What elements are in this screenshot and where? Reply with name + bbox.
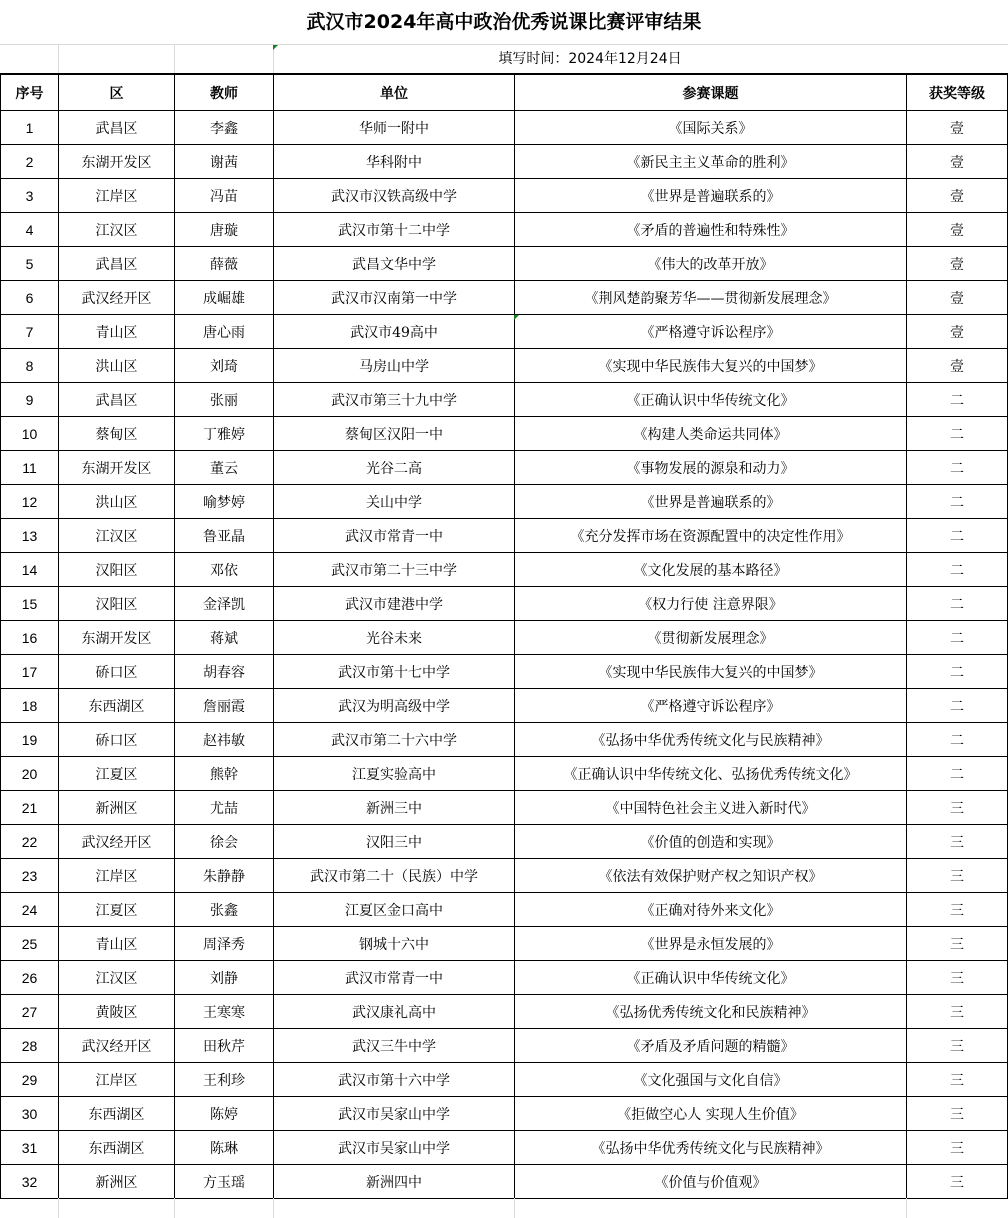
header-seq[interactable]: 序号	[1, 75, 59, 111]
cell-district[interactable]: 江汉区	[59, 961, 175, 995]
cell-district[interactable]: 武汉经开区	[59, 281, 175, 315]
header-teacher[interactable]: 教师	[175, 75, 274, 111]
cell-teacher[interactable]: 谢茜	[175, 145, 274, 179]
cell-seq[interactable]: 15	[1, 587, 59, 621]
cell-award[interactable]: 三	[907, 893, 1008, 927]
cell-topic[interactable]: 《实现中华民族伟大复兴的中国梦》	[515, 655, 907, 689]
cell-district[interactable]: 武汉经开区	[59, 825, 175, 859]
cell-seq[interactable]: 22	[1, 825, 59, 859]
cell-award[interactable]: 二	[907, 485, 1008, 519]
cell-award[interactable]: 二	[907, 757, 1008, 791]
cell-unit[interactable]: 武汉市汉铁高级中学	[274, 179, 515, 213]
cell-teacher[interactable]: 张丽	[175, 383, 274, 417]
cell-unit[interactable]: 武昌文华中学	[274, 247, 515, 281]
table-row	[1, 995, 1008, 1029]
cell-topic[interactable]: 《国际关系》	[515, 111, 907, 145]
empty-cell[interactable]	[58, 1198, 175, 1218]
cell-unit[interactable]: 关山中学	[274, 485, 515, 519]
cell-seq[interactable]: 3	[1, 179, 59, 213]
cell-seq[interactable]: 6	[1, 281, 59, 315]
cell-teacher[interactable]: 刘静	[175, 961, 274, 995]
cell-award[interactable]: 二	[907, 451, 1008, 485]
cell-teacher[interactable]: 董云	[175, 451, 274, 485]
cell-teacher[interactable]: 刘琦	[175, 349, 274, 383]
cell-seq[interactable]: 24	[1, 893, 59, 927]
cell-topic[interactable]: 《正确对待外来文化》	[515, 893, 907, 927]
cell-topic[interactable]: 《世界是普遍联系的》	[515, 179, 907, 213]
cell-topic[interactable]: 《荆风楚韵聚芳华——贯彻新发展理念》	[515, 281, 907, 315]
table-row	[1, 553, 1008, 587]
cell-teacher[interactable]: 王寒寒	[175, 995, 274, 1029]
cell-seq[interactable]: 18	[1, 689, 59, 723]
cell-topic[interactable]: 《世界是普遍联系的》	[515, 485, 907, 519]
cell-teacher[interactable]: 鲁亚晶	[175, 519, 274, 553]
cell-district[interactable]: 武昌区	[59, 247, 175, 281]
cell-award[interactable]: 壹	[907, 247, 1008, 281]
cell-topic[interactable]: 《正确认识中华传统文化、弘扬优秀传统文化》	[515, 757, 907, 791]
cell-topic[interactable]: 《价值与价值观》	[515, 1165, 907, 1199]
table-row	[1, 791, 1008, 825]
cell-district[interactable]: 东西湖区	[59, 689, 175, 723]
cell-award[interactable]: 二	[907, 553, 1008, 587]
cell-topic[interactable]: 《依法有效保护财产权之知识产权》	[515, 859, 907, 893]
cell-unit[interactable]: 钢城十六中	[274, 927, 515, 961]
cell-award[interactable]: 二	[907, 621, 1008, 655]
cell-topic[interactable]: 《世界是永恒发展的》	[515, 927, 907, 961]
cell-unit[interactable]: 光谷二高	[274, 451, 515, 485]
table-row	[1, 757, 1008, 791]
cell-topic[interactable]: 《弘扬中华优秀传统文化与民族精神》	[515, 1131, 907, 1165]
cell-unit[interactable]: 武汉市建港中学	[274, 587, 515, 621]
cell-award[interactable]: 壹	[907, 213, 1008, 247]
cell-teacher[interactable]: 蒋斌	[175, 621, 274, 655]
cell-award[interactable]: 二	[907, 383, 1008, 417]
cell-seq[interactable]: 11	[1, 451, 59, 485]
cell-topic[interactable]: 《新民主主义革命的胜利》	[515, 145, 907, 179]
cell-topic[interactable]: 《矛盾及矛盾问题的精髓》	[515, 1029, 907, 1063]
cell-topic[interactable]: 《文化发展的基本路径》	[515, 553, 907, 587]
cell-district[interactable]: 武昌区	[59, 111, 175, 145]
fill-time-row	[0, 45, 1008, 74]
cell-unit[interactable]: 新洲四中	[274, 1165, 515, 1199]
cell-teacher[interactable]: 陈琳	[175, 1131, 274, 1165]
cell-district[interactable]: 新洲区	[59, 791, 175, 825]
results-table	[0, 74, 1008, 1199]
page-title: 武汉市2024年高中政治优秀说课比赛评审结果	[0, 0, 1008, 45]
cell-seq[interactable]: 30	[1, 1097, 59, 1131]
cell-award[interactable]: 三	[907, 1131, 1008, 1165]
cell-unit[interactable]: 武汉市第十七中学	[274, 655, 515, 689]
cell-district[interactable]: 东湖开发区	[59, 145, 175, 179]
cell-topic[interactable]: 《正确认识中华传统文化》	[515, 961, 907, 995]
cell-topic[interactable]: 《文化强国与文化自信》	[515, 1063, 907, 1097]
cell-district[interactable]: 黄陂区	[59, 995, 175, 1029]
cell-award[interactable]: 三	[907, 1029, 1008, 1063]
cell-seq[interactable]: 23	[1, 859, 59, 893]
empty-cell[interactable]	[58, 45, 175, 73]
table-row	[1, 349, 1008, 383]
cell-teacher[interactable]: 唐璇	[175, 213, 274, 247]
cell-seq[interactable]: 7	[1, 315, 59, 349]
cell-unit[interactable]: 武汉市第二十（民族）中学	[274, 859, 515, 893]
cell-award[interactable]: 三	[907, 1097, 1008, 1131]
cell-district[interactable]: 东湖开发区	[59, 451, 175, 485]
table-row	[1, 587, 1008, 621]
empty-cell[interactable]	[0, 1198, 59, 1218]
cell-seq[interactable]: 20	[1, 757, 59, 791]
cell-topic[interactable]: 《中国特色社会主义进入新时代》	[515, 791, 907, 825]
table-row	[1, 1029, 1008, 1063]
cell-award[interactable]: 三	[907, 791, 1008, 825]
cell-unit[interactable]: 江夏实验高中	[274, 757, 515, 791]
cell-district[interactable]: 洪山区	[59, 349, 175, 383]
empty-cell[interactable]	[174, 45, 274, 73]
cell-teacher[interactable]: 喻梦婷	[175, 485, 274, 519]
cell-award[interactable]: 三	[907, 961, 1008, 995]
cell-district[interactable]: 汉阳区	[59, 587, 175, 621]
cell-teacher[interactable]: 田秋芹	[175, 1029, 274, 1063]
cell-unit[interactable]: 武汉市第十二中学	[274, 213, 515, 247]
cell-teacher[interactable]: 李鑫	[175, 111, 274, 145]
table-row	[1, 417, 1008, 451]
cell-district[interactable]: 武昌区	[59, 383, 175, 417]
cell-topic[interactable]: 《严格遵守诉讼程序》	[515, 689, 907, 723]
cell-topic[interactable]: 《事物发展的源泉和动力》	[515, 451, 907, 485]
empty-row	[0, 1198, 1008, 1218]
table-row	[1, 179, 1008, 213]
cell-unit[interactable]: 江夏区金口高中	[274, 893, 515, 927]
cell-district[interactable]: 青山区	[59, 927, 175, 961]
table-row	[1, 859, 1008, 893]
cell-unit[interactable]: 马房山中学	[274, 349, 515, 383]
table-row	[1, 383, 1008, 417]
cell-award[interactable]: 三	[907, 1165, 1008, 1199]
cell-teacher[interactable]: 金泽凯	[175, 587, 274, 621]
cell-award[interactable]: 三	[907, 1063, 1008, 1097]
cell-district[interactable]: 武汉经开区	[59, 1029, 175, 1063]
cell-district[interactable]: 江夏区	[59, 893, 175, 927]
table-row	[1, 1165, 1008, 1199]
cell-seq[interactable]: 9	[1, 383, 59, 417]
cell-teacher[interactable]: 朱静静	[175, 859, 274, 893]
cell-teacher[interactable]: 邓依	[175, 553, 274, 587]
cell-comment-marker	[514, 315, 519, 320]
cell-teacher[interactable]: 胡春容	[175, 655, 274, 689]
table-body	[1, 111, 1008, 1199]
cell-teacher[interactable]: 唐心雨	[175, 315, 274, 349]
cell-district[interactable]: 东西湖区	[59, 1097, 175, 1131]
cell-seq[interactable]: 21	[1, 791, 59, 825]
cell-teacher[interactable]: 周泽秀	[175, 927, 274, 961]
cell-district[interactable]: 江汉区	[59, 519, 175, 553]
header-unit[interactable]: 单位	[274, 75, 515, 111]
cell-teacher[interactable]: 徐会	[175, 825, 274, 859]
cell-teacher[interactable]: 薛薇	[175, 247, 274, 281]
cell-teacher[interactable]: 王利珍	[175, 1063, 274, 1097]
table-row	[1, 825, 1008, 859]
cell-seq[interactable]: 31	[1, 1131, 59, 1165]
cell-topic[interactable]: 《弘扬中华优秀传统文化与民族精神》	[515, 723, 907, 757]
header-district[interactable]: 区	[59, 75, 175, 111]
table-row	[1, 145, 1008, 179]
cell-unit[interactable]: 华科附中	[274, 145, 515, 179]
cell-unit[interactable]: 武汉市49高中	[274, 315, 515, 349]
cell-topic[interactable]: 《构建人类命运共同体》	[515, 417, 907, 451]
cell-topic[interactable]: 《伟大的改革开放》	[515, 247, 907, 281]
cell-seq[interactable]: 17	[1, 655, 59, 689]
cell-teacher[interactable]: 丁雅婷	[175, 417, 274, 451]
table-row	[1, 519, 1008, 553]
cell-teacher[interactable]: 陈婷	[175, 1097, 274, 1131]
cell-award[interactable]: 二	[907, 519, 1008, 553]
cell-district[interactable]: 洪山区	[59, 485, 175, 519]
cell-seq[interactable]: 16	[1, 621, 59, 655]
cell-district[interactable]: 东西湖区	[59, 1131, 175, 1165]
cell-unit[interactable]: 蔡甸区汉阳一中	[274, 417, 515, 451]
table-row	[1, 315, 1008, 349]
cell-award[interactable]: 壹	[907, 349, 1008, 383]
cell-seq[interactable]: 26	[1, 961, 59, 995]
table-row	[1, 655, 1008, 689]
cell-award[interactable]: 三	[907, 825, 1008, 859]
header-award[interactable]: 获奖等级	[907, 75, 1008, 111]
table-row	[1, 485, 1008, 519]
header-topic[interactable]: 参赛课题	[515, 75, 907, 111]
cell-award[interactable]: 三	[907, 859, 1008, 893]
cell-topic[interactable]: 《严格遵守诉讼程序》	[515, 315, 907, 349]
table-row	[1, 111, 1008, 145]
cell-award[interactable]: 壹	[907, 315, 1008, 349]
cell-district[interactable]: 东湖开发区	[59, 621, 175, 655]
cell-topic[interactable]: 《正确认识中华传统文化》	[515, 383, 907, 417]
cell-teacher[interactable]: 张鑫	[175, 893, 274, 927]
cell-district[interactable]: 江汉区	[59, 213, 175, 247]
cell-unit[interactable]: 新洲三中	[274, 791, 515, 825]
cell-award[interactable]: 二	[907, 689, 1008, 723]
cell-district[interactable]: 江岸区	[59, 859, 175, 893]
table-row	[1, 1131, 1008, 1165]
cell-district[interactable]: 汉阳区	[59, 553, 175, 587]
cell-award[interactable]: 三	[907, 927, 1008, 961]
cell-teacher[interactable]: 赵祎敏	[175, 723, 274, 757]
cell-unit[interactable]: 武汉三牛中学	[274, 1029, 515, 1063]
cell-seq[interactable]: 28	[1, 1029, 59, 1063]
cell-teacher[interactable]: 方玉瑶	[175, 1165, 274, 1199]
cell-unit[interactable]: 武汉市吴家山中学	[274, 1097, 515, 1131]
table-row	[1, 621, 1008, 655]
cell-seq[interactable]: 10	[1, 417, 59, 451]
cell-seq[interactable]: 25	[1, 927, 59, 961]
cell-unit[interactable]: 华师一附中	[274, 111, 515, 145]
cell-seq[interactable]: 2	[1, 145, 59, 179]
cell-district[interactable]: 江夏区	[59, 757, 175, 791]
table-row	[1, 927, 1008, 961]
cell-unit[interactable]: 武汉市汉南第一中学	[274, 281, 515, 315]
cell-topic[interactable]: 《贯彻新发展理念》	[515, 621, 907, 655]
cell-unit[interactable]: 武汉为明高级中学	[274, 689, 515, 723]
cell-seq[interactable]: 19	[1, 723, 59, 757]
table-row	[1, 451, 1008, 485]
cell-teacher[interactable]: 成崛雄	[175, 281, 274, 315]
cell-seq[interactable]: 14	[1, 553, 59, 587]
table-row	[1, 247, 1008, 281]
cell-unit[interactable]: 武汉市第三十九中学	[274, 383, 515, 417]
cell-award[interactable]: 壹	[907, 281, 1008, 315]
table-row	[1, 281, 1008, 315]
cell-unit[interactable]: 武汉市第十六中学	[274, 1063, 515, 1097]
cell-teacher[interactable]: 詹丽霞	[175, 689, 274, 723]
cell-unit[interactable]: 武汉市常青一中	[274, 961, 515, 995]
cell-unit[interactable]: 武汉市第二十六中学	[274, 723, 515, 757]
cell-seq[interactable]: 32	[1, 1165, 59, 1199]
cell-topic[interactable]: 《充分发挥市场在资源配置中的决定性作用》	[515, 519, 907, 553]
cell-teacher[interactable]: 尤喆	[175, 791, 274, 825]
cell-teacher[interactable]: 熊幹	[175, 757, 274, 791]
cell-district[interactable]: 江岸区	[59, 1063, 175, 1097]
empty-cell[interactable]	[174, 1198, 274, 1218]
cell-topic[interactable]: 《矛盾的普遍性和特殊性》	[515, 213, 907, 247]
table-row	[1, 1063, 1008, 1097]
empty-cell[interactable]	[273, 1198, 515, 1218]
table-row	[1, 961, 1008, 995]
cell-district[interactable]: 硚口区	[59, 723, 175, 757]
cell-district[interactable]: 蔡甸区	[59, 417, 175, 451]
cell-unit[interactable]: 光谷未来	[274, 621, 515, 655]
cell-seq[interactable]: 8	[1, 349, 59, 383]
table-row	[1, 723, 1008, 757]
cell-seq[interactable]: 1	[1, 111, 59, 145]
cell-seq[interactable]: 12	[1, 485, 59, 519]
table-row	[1, 689, 1008, 723]
cell-topic[interactable]: 《权力行使 注意界限》	[515, 587, 907, 621]
cell-award[interactable]: 二	[907, 655, 1008, 689]
empty-cell[interactable]	[514, 1198, 907, 1218]
cell-seq[interactable]: 5	[1, 247, 59, 281]
cell-award[interactable]: 二	[907, 723, 1008, 757]
cell-topic[interactable]: 《实现中华民族伟大复兴的中国梦》	[515, 349, 907, 383]
cell-seq[interactable]: 4	[1, 213, 59, 247]
cell-district[interactable]: 硚口区	[59, 655, 175, 689]
cell-seq[interactable]: 27	[1, 995, 59, 1029]
cell-unit[interactable]: 武汉市吴家山中学	[274, 1131, 515, 1165]
cell-seq[interactable]: 13	[1, 519, 59, 553]
cell-award[interactable]: 二	[907, 417, 1008, 451]
cell-topic[interactable]: 《拒做空心人 实现人生价值》	[515, 1097, 907, 1131]
cell-district[interactable]: 江岸区	[59, 179, 175, 213]
table-row	[1, 1097, 1008, 1131]
cell-award[interactable]: 三	[907, 995, 1008, 1029]
cell-unit[interactable]: 汉阳三中	[274, 825, 515, 859]
cell-unit[interactable]: 武汉康礼高中	[274, 995, 515, 1029]
cell-topic[interactable]: 《价值的创造和实现》	[515, 825, 907, 859]
header-row	[1, 75, 1008, 111]
cell-district[interactable]: 青山区	[59, 315, 175, 349]
cell-unit[interactable]: 武汉市第二十三中学	[274, 553, 515, 587]
cell-unit[interactable]: 武汉市常青一中	[274, 519, 515, 553]
table-row	[1, 213, 1008, 247]
cell-topic[interactable]: 《弘扬优秀传统文化和民族精神》	[515, 995, 907, 1029]
cell-award[interactable]: 壹	[907, 111, 1008, 145]
fill-time[interactable]: 填写时间：2024年12月24日	[498, 51, 682, 67]
cell-award[interactable]: 二	[907, 587, 1008, 621]
cell-district[interactable]: 新洲区	[59, 1165, 175, 1199]
empty-cell[interactable]	[0, 45, 59, 73]
cell-award[interactable]: 壹	[907, 145, 1008, 179]
cell-award[interactable]: 壹	[907, 179, 1008, 213]
table-row	[1, 893, 1008, 927]
cell-seq[interactable]: 29	[1, 1063, 59, 1097]
cell-teacher[interactable]: 冯苗	[175, 179, 274, 213]
